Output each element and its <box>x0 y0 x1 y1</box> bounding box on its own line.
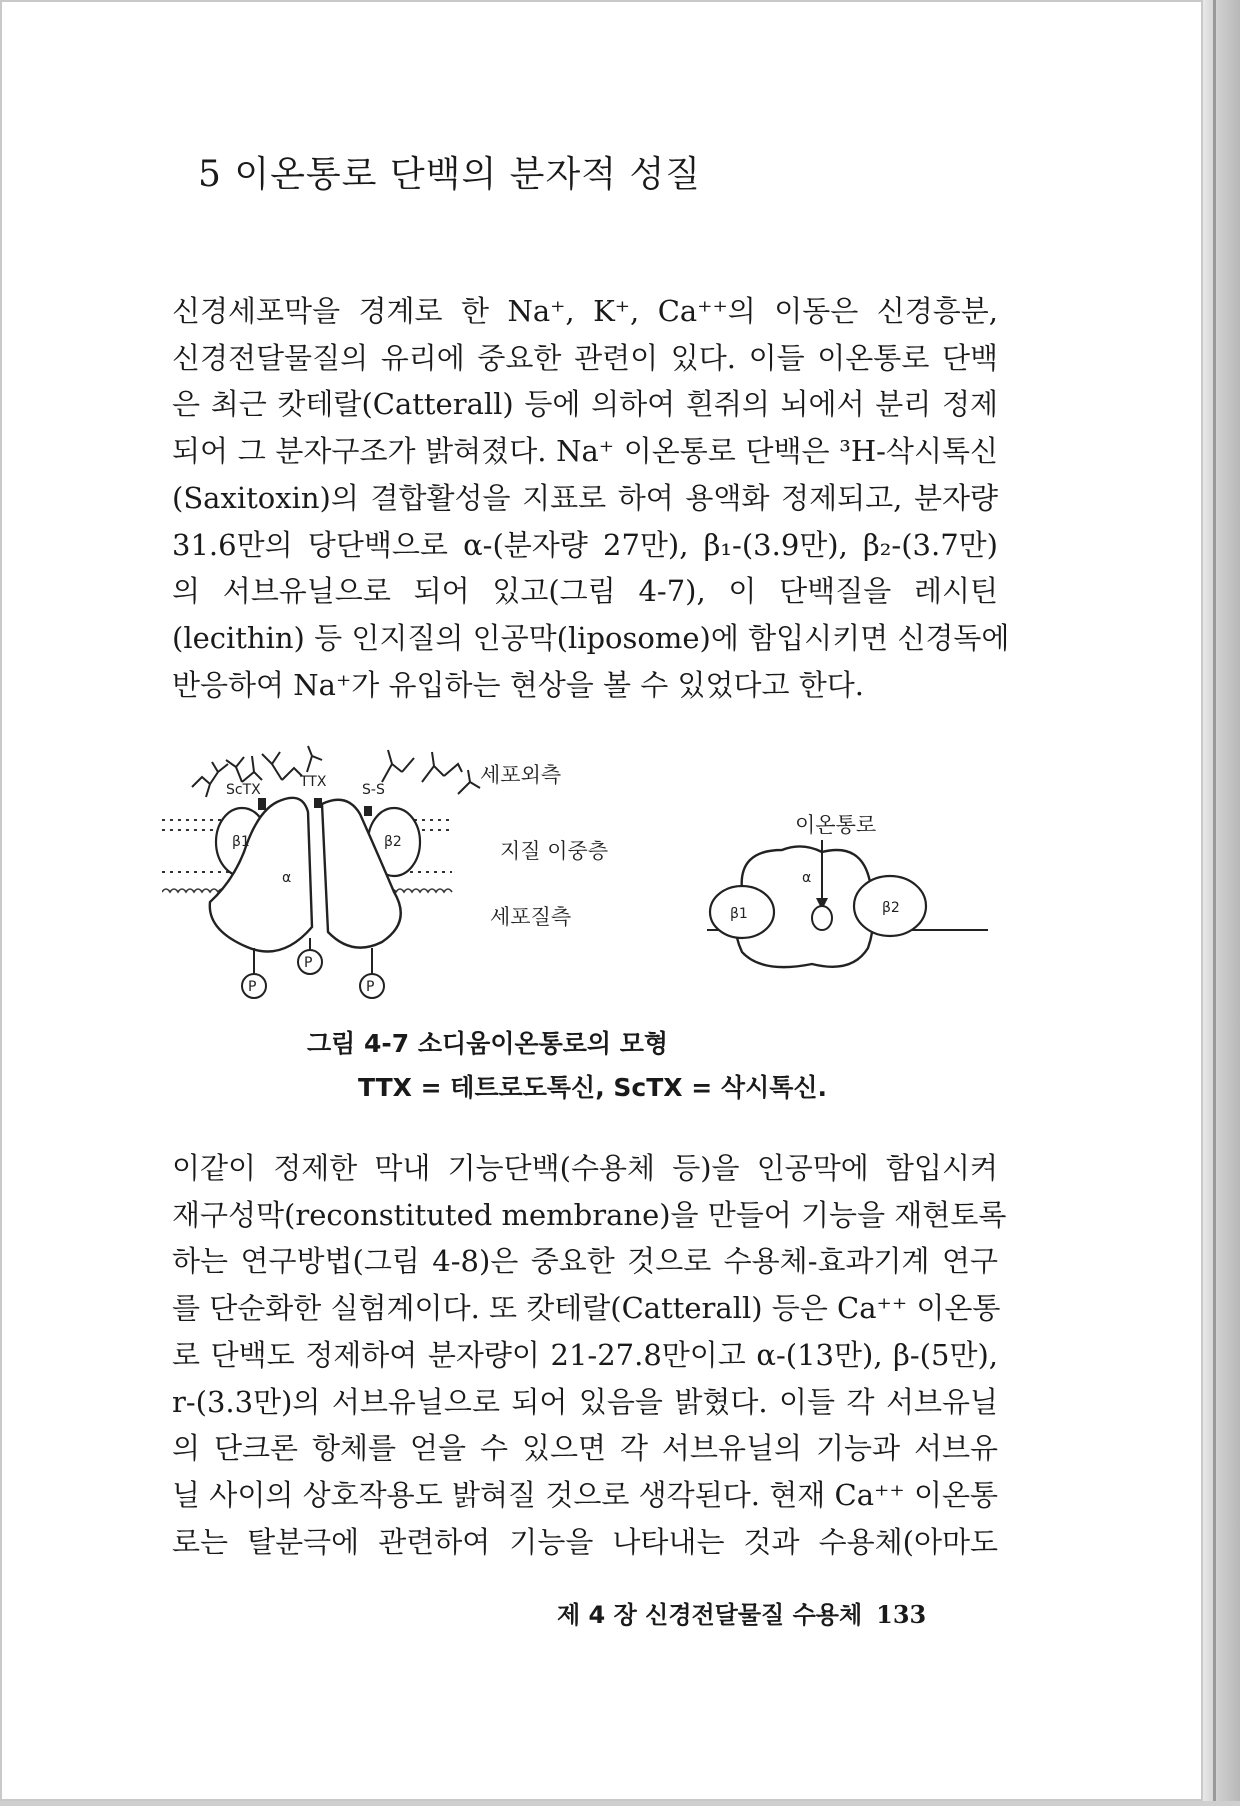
page-bottom-edge <box>0 1801 1240 1806</box>
extracellular-label: 세포외측 <box>480 763 562 787</box>
figure-4-7 <box>162 742 1022 1022</box>
ttx-site <box>314 798 322 808</box>
text-line: 31.6만의 당단백으로 α-(분자량 27만), β₁-(3.9만), β₂-(3.7만) <box>172 527 998 562</box>
paragraph-2 <box>172 1145 1007 1565</box>
alpha-label: α <box>282 870 292 886</box>
beta2-label: β2 <box>882 900 900 916</box>
section-heading: 5 이온통로 단백의 분자적 성질 <box>198 154 701 195</box>
text-line: 은 최근 캇테랄(Catterall) 등에 의하여 흰쥐의 뇌에서 분리 정제 <box>172 387 998 422</box>
text-line: 하는 연구방법(그림 4-8)은 중요한 것으로 수용체-효과기계 연구 <box>172 1244 998 1279</box>
ss-bond <box>364 806 372 816</box>
p-label: P <box>366 979 375 995</box>
text-line: 의 단크론 항체를 얻을 수 있으면 각 서브유닐의 기능과 서브유 <box>172 1431 998 1466</box>
text-line: 신경전달물질의 유리에 중요한 관련이 있다. 이들 이온통로 단백 <box>172 340 998 375</box>
beta1-label: β1 <box>730 906 748 922</box>
sctx-site <box>258 798 266 810</box>
beta2-label: β2 <box>384 834 402 850</box>
text-line: 되어 그 분자구조가 밝혀졌다. Na⁺ 이온통로 단백은 ³H-삭시톡신 <box>172 434 998 469</box>
sctx-label: ScTX <box>226 782 261 798</box>
page-edge-line <box>1213 0 1216 1806</box>
page-number: 133 <box>876 1600 927 1629</box>
text-line: 의 서브유닐으로 되어 있고(그림 4-7), 이 단백질을 레시틴 <box>172 574 998 609</box>
lipid-bilayer-label: 지질 이중층 <box>500 839 609 863</box>
text-line: 신경세포막을 경계로 한 Na⁺, K⁺, Ca⁺⁺의 이동은 신경흥분, <box>172 294 998 328</box>
text-line: 닐 사이의 상호작용도 밝혀질 것으로 생각된다. 현재 Ca⁺⁺ 이온통 <box>172 1477 998 1512</box>
beta1-label: β1 <box>232 834 250 850</box>
text-line: 를 단순화한 실험계이다. 또 캇테랄(Catterall) 등은 Ca⁺⁺ 이온통 <box>172 1291 1001 1326</box>
p-label: P <box>248 979 257 995</box>
text-line: (Saxitoxin)의 결합활성을 지표로 하여 용액화 정제되고, 분자량 <box>172 480 998 515</box>
intracellular-label: 세포질측 <box>490 905 572 929</box>
chapter-title: 제 4 장 신경전달물질 수용체 <box>557 1601 863 1629</box>
paragraph-1 <box>172 288 1010 708</box>
text-line: 로는 탈분극에 관련하여 기능을 나타내는 것과 수용체(아마도 <box>172 1524 998 1559</box>
sodium-channel-diagram <box>162 742 1022 1022</box>
text-line: 재구성막(reconstituted membrane)을 만들어 기능을 재현토록 <box>172 1197 1007 1232</box>
page-footer <box>557 1595 926 1630</box>
text-line: r-(3.3만)의 서브유닐으로 되어 있음을 밝혔다. 이들 각 서브유닐 <box>172 1384 998 1419</box>
figure-caption-title: 그림 4-7 소디움이온통로의 모형 <box>307 1029 669 1058</box>
text-line: 반응하여 Na⁺가 유입하는 현상을 볼 수 있었다고 한다. <box>172 667 864 702</box>
page-edge-shadow <box>1203 0 1240 1806</box>
ss-label: S-S <box>362 782 385 798</box>
text-line: 로 단백도 정제하여 분자량이 21-27.8만이고 α-(13만), β-(5만), <box>172 1337 998 1372</box>
pore-opening <box>812 906 832 930</box>
alpha-label: α <box>802 870 812 886</box>
ttx-label: TTX <box>300 774 327 790</box>
text-line: 이같이 정제한 막내 기능단백(수용체 등)을 인공막에 함입시켜 <box>172 1151 998 1185</box>
p-label: P <box>304 955 313 971</box>
ion-channel-label: 이온통로 <box>795 813 877 837</box>
figure-caption-note: TTX = 테트로도톡신, ScTX = 삭시톡신. <box>358 1073 828 1102</box>
text-line: (lecithin) 등 인지질의 인공막(liposome)에 함입시키면 신경독에 <box>172 620 1010 655</box>
